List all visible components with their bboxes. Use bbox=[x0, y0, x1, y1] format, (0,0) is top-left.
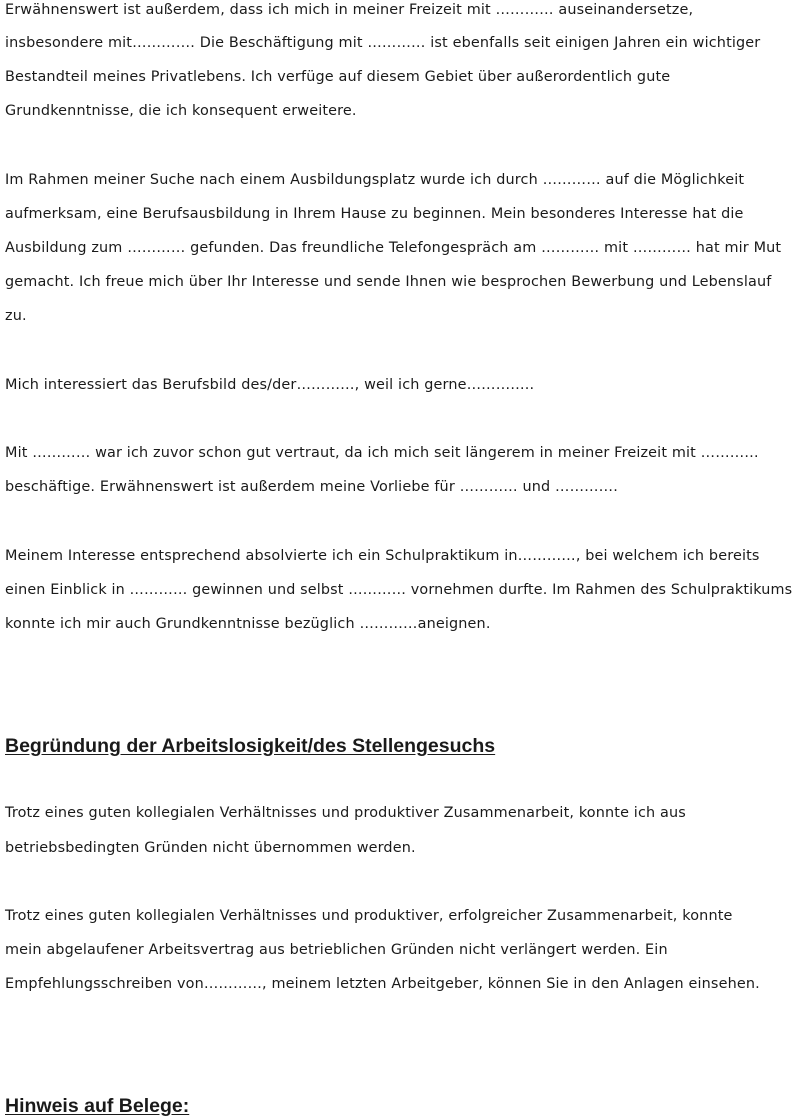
section-heading: Hinweis auf Belege: bbox=[5, 1095, 190, 1117]
paragraph-line: konnte ich mir auch Grundkenntnisse bezüglich …………aneignen. bbox=[5, 616, 491, 632]
paragraph-line: beschäftige. Erwähnenswert ist außerdem meine Vorliebe für ………… und …………. bbox=[5, 479, 618, 495]
paragraph-line: Ausbildung zum ………… gefunden. Das freundliche Telefongespräch am ………… mit ………… hat mir Mut bbox=[5, 240, 782, 256]
paragraph-line: Empfehlungsschreiben von…………, meinem letzten Arbeitgeber, können Sie in den Anlagen einsehen. bbox=[5, 976, 760, 992]
paragraph-line: Meinem Interesse entsprechend absolvierte ich ein Schulpraktikum in…………, bei welchem ich bereits bbox=[5, 548, 760, 564]
paragraph-line: insbesondere mit…………. Die Beschäftigung mit ………… ist ebenfalls seit einigen Jahren ein wichtiger bbox=[5, 35, 761, 51]
paragraph-line: Trotz eines guten kollegialen Verhältnisses und produktiver Zusammenarbeit, konnte ich aus bbox=[5, 805, 686, 821]
paragraph-line: zu. bbox=[5, 308, 27, 324]
paragraph-line: einen Einblick in ………… gewinnen und selbst ………… vornehmen durfte. Im Rahmen des Schulpraktikums bbox=[5, 582, 793, 598]
paragraph-line: betriebsbedingten Gründen nicht übernommen werden. bbox=[5, 840, 416, 856]
paragraph-line: Grundkenntnisse, die ich konsequent erweitere. bbox=[5, 103, 357, 119]
section-heading: Begründung der Arbeitslosigkeit/des Stellengesuchs bbox=[5, 735, 496, 757]
paragraph-line: Im Rahmen meiner Suche nach einem Ausbildungsplatz wurde ich durch ………… auf die Möglichkeit bbox=[5, 172, 745, 188]
paragraph-line: Bestandteil meines Privatlebens. Ich verfüge auf diesem Gebiet über außerordentlich gute bbox=[5, 69, 671, 85]
paragraph-line: mein abgelaufener Arbeitsvertrag aus betrieblichen Gründen nicht verlängert werden. Ein bbox=[5, 942, 668, 958]
paragraph-line: Mich interessiert das Berufsbild des/der…………, weil ich gerne………….. bbox=[5, 377, 535, 393]
paragraph-line: gemacht. Ich freue mich über Ihr Interesse und sende Ihnen wie besprochen Bewerbung und Lebenslauf bbox=[5, 274, 772, 290]
paragraph-line: Erwähnenswert ist außerdem, dass ich mich in meiner Freizeit mit ………… auseinandersetze, bbox=[5, 2, 694, 18]
paragraph-line: Trotz eines guten kollegialen Verhältnisses und produktiver, erfolgreicher Zusammenarbeit, konnte bbox=[5, 908, 733, 924]
paragraph-line: aufmerksam, eine Berufsausbildung in Ihrem Hause zu beginnen. Mein besonderes Interesse hat die bbox=[5, 206, 744, 222]
paragraph-line: Mit ………… war ich zuvor schon gut vertraut, da ich mich seit längerem in meiner Freizeit mit ………… bbox=[5, 445, 759, 461]
